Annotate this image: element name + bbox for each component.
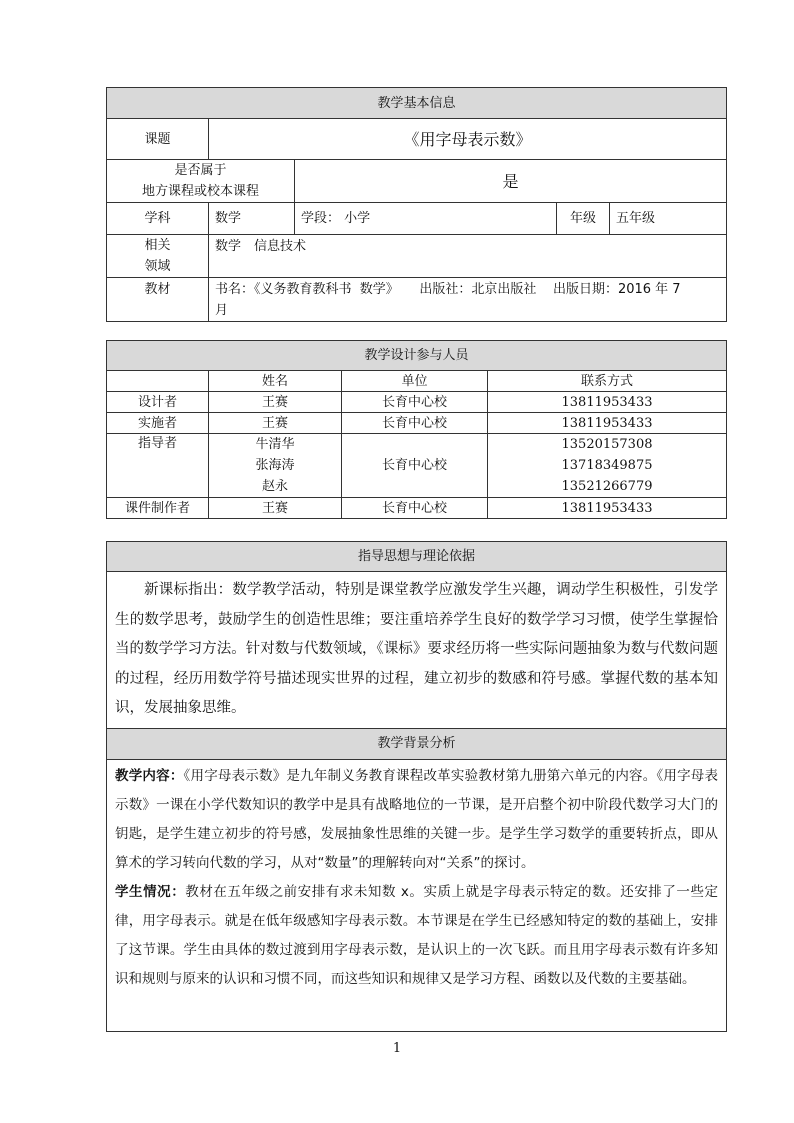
field-label-line2: 领域: [144, 259, 171, 274]
implementer-name: 王赛: [209, 413, 342, 434]
background-header: 教学背景分析: [107, 728, 727, 759]
guidance-text: 新课标指出：数学教学活动，特别是课堂教学应激发学生兴趣，调动学生积极性，引发学生的数学思考，鼓励学生的创造性思维；要注重培养学生良好的数学学习习惯，使学生掌握恰当的数学学习方法。针对数与代数领域，《课标》要求经历将一些实际问题抽象为数与代数问题的过程，经历用数学符号描述现实世界的过程，建立初步的数感和符号感。掌握代数的基本知识，发展抽象思维。: [107, 572, 727, 729]
grade-label: 年级: [557, 203, 610, 235]
grade-value: 五年级: [610, 203, 727, 235]
subject-label: 学科: [107, 203, 209, 235]
textbook-value: [209, 278, 727, 322]
local-course-label: [107, 160, 295, 203]
mentor-name-2: 张海涛: [255, 458, 295, 473]
participants-header: 教学设计参与人员: [107, 341, 727, 371]
mentor-phone-3: 13521266779: [561, 479, 653, 494]
courseware-phone: 13811953433: [488, 498, 727, 519]
courseware-role: 课件制作者: [107, 498, 209, 519]
table-row: [107, 434, 727, 498]
mentor-phones: [488, 434, 727, 498]
student-text: 教材在五年级之前安排有求未知数 x。实质上就是字母表示特定的数。还安排了一些定律，用字母表示。就是在低年级感知字母表示数。本节课是在学生已经感知特定的数的基础上，安排了这节课。学生由具体的数过渡到用字母表示数，是认识上的一次飞跃。而且用字母表示数有许多知识和规则与原来的认识和习惯不同，而这些知识和规律又是学习方程、函数以及代数的主要基础。: [115, 883, 719, 987]
mentor-role: 指导者: [107, 434, 209, 498]
implementer-unit: 长育中心校: [342, 413, 488, 434]
table-row: [107, 413, 727, 434]
mentor-names: [209, 434, 342, 498]
guidance-header: 指导思想与理论依据: [107, 542, 727, 572]
local-course-label-line2: 地方课程或校本课程: [141, 184, 259, 199]
topic-label: 课题: [107, 119, 209, 160]
field-label-line1: 相关: [144, 238, 171, 253]
local-course-label-line1: 是否属于: [174, 163, 227, 178]
field-label: [107, 235, 209, 278]
textbook-label: 教材: [107, 278, 209, 322]
table-row: [107, 392, 727, 413]
background-text: [107, 759, 727, 1031]
mentor-unit: 长育中心校: [342, 434, 488, 498]
col-unit: 单位: [342, 371, 488, 392]
mentor-phone-2: 13718349875: [561, 458, 653, 473]
stage-cell: [295, 203, 557, 235]
guidance-table: [106, 541, 727, 1032]
stage-label: 学段：: [301, 211, 341, 226]
table-row: [107, 498, 727, 519]
page-number: 1: [392, 1041, 402, 1056]
courseware-name: 王赛: [209, 498, 342, 519]
content-text: 《用字母表示数》是九年制义务教育课程改革实验教材第九册第六单元的内容。《用字母表示数》一课在小学代数知识的教学中是具有战略地位的一节课，是开启整个初中阶段代数学习大门的钥匙，是学生建立初步的符号感，发展抽象性思维的关键一步。是学生学习数学的重要转折点，即从算术的学习转向代数的学习，从对“数量”的理解转向对“关系”的探讨。: [115, 767, 719, 871]
participants-corner: [107, 371, 209, 392]
subject-value: 数学: [209, 203, 295, 235]
participants-table: [106, 340, 727, 519]
background-student-paragraph: [115, 878, 718, 994]
textbook-value-line1: 书名：《义务教育教科书 数学》 出版社：北京出版社 出版日期：2016 年 7: [215, 282, 681, 297]
designer-role: 设计者: [107, 392, 209, 413]
col-contact: 联系方式: [488, 371, 727, 392]
basic-info-header: 教学基本信息: [107, 88, 727, 119]
background-content-paragraph: [115, 762, 718, 878]
mentor-name-1: 牛清华: [255, 437, 295, 452]
student-label: 学生情况：: [115, 883, 186, 900]
implementer-role: 实施者: [107, 413, 209, 434]
designer-unit: 长育中心校: [342, 392, 488, 413]
local-course-value: 是: [295, 160, 727, 203]
content-label: 教学内容：: [115, 767, 184, 784]
designer-phone: 13811953433: [488, 392, 727, 413]
stage-value: 小学: [344, 211, 371, 226]
textbook-value-line2: 月: [215, 303, 229, 318]
basic-info-table: [106, 87, 727, 322]
field-value: 数学 信息技术: [209, 235, 727, 278]
topic-value: 《用字母表示数》: [209, 119, 727, 160]
mentor-name-3: 赵永: [261, 479, 288, 494]
designer-name: 王赛: [209, 392, 342, 413]
mentor-phone-1: 13520157308: [561, 437, 653, 452]
courseware-unit: 长育中心校: [342, 498, 488, 519]
implementer-phone: 13811953433: [488, 413, 727, 434]
col-name: 姓名: [209, 371, 342, 392]
